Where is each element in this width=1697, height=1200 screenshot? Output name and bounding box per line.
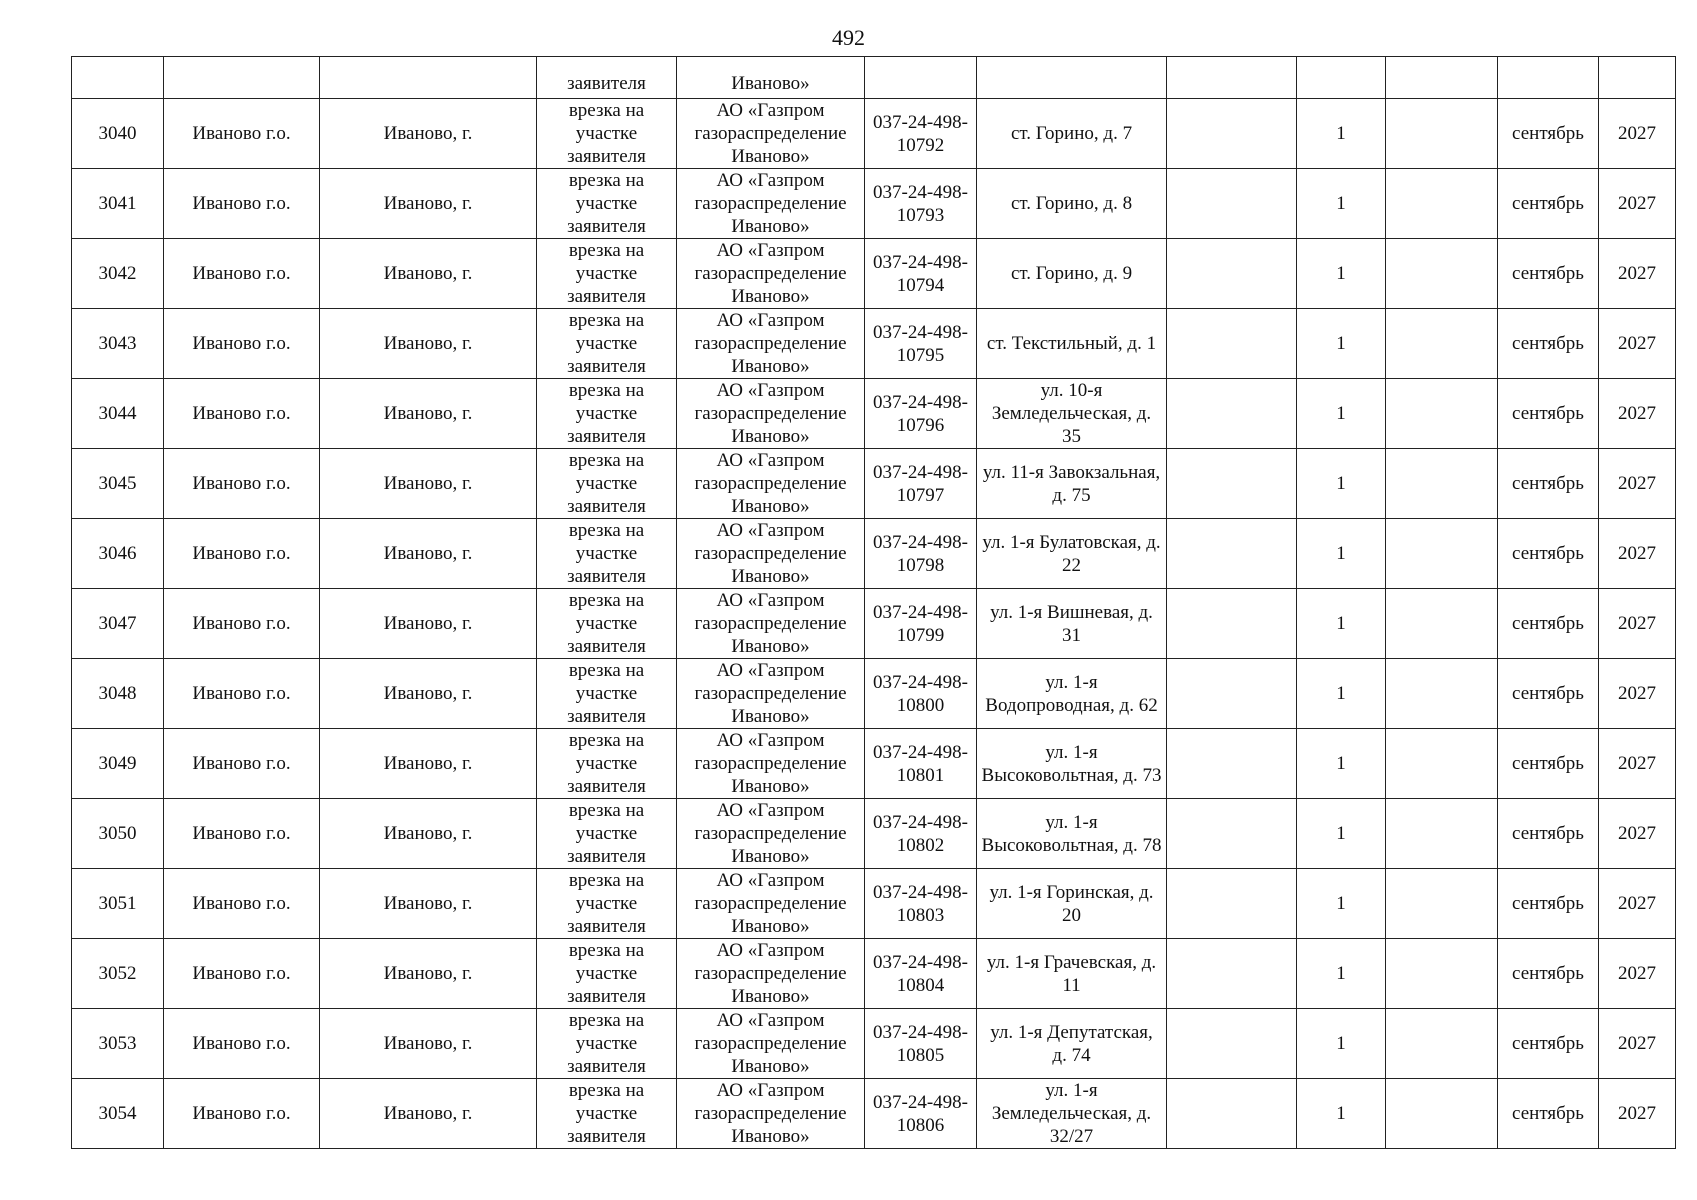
- cell-district: Иваново г.о.: [164, 869, 320, 939]
- cell-code: [865, 57, 977, 99]
- cell-type: врезка на участке заявителя: [537, 589, 677, 659]
- cell-address: ул. 1-я Булатовская, д. 22: [977, 519, 1167, 589]
- cell-org: АО «Газпром газораспределение Иваново»: [677, 1009, 865, 1079]
- cell-address: ул. 1-я Депутатская, д. 74: [977, 1009, 1167, 1079]
- cell-num: 3049: [72, 729, 164, 799]
- cell-year: 2027: [1599, 519, 1676, 589]
- cell-empty-1: [1167, 659, 1297, 729]
- table-row: [72, 659, 1676, 729]
- continued-row: [72, 57, 1676, 99]
- cell-district: Иваново г.о.: [164, 309, 320, 379]
- cell-empty-1: [1167, 239, 1297, 309]
- cell-type: врезка на участке заявителя: [537, 379, 677, 449]
- cell-month: [1498, 57, 1599, 99]
- cell-empty-2: [1386, 57, 1498, 99]
- cell-address: ул. 1-я Земледельческая, д. 32/27: [977, 1079, 1167, 1149]
- cell-district: Иваново г.о.: [164, 1079, 320, 1149]
- cell-empty-1: [1167, 589, 1297, 659]
- cell-month: сентябрь: [1498, 169, 1599, 239]
- cell-org: АО «Газпром газораспределение Иваново»: [677, 939, 865, 1009]
- cell-address: ул. 10-я Земледельческая, д. 35: [977, 379, 1167, 449]
- cell-district: [164, 57, 320, 99]
- cell-qty: 1: [1297, 1079, 1386, 1149]
- cell-year: 2027: [1599, 1009, 1676, 1079]
- cell-district: Иваново г.о.: [164, 169, 320, 239]
- cell-district: Иваново г.о.: [164, 519, 320, 589]
- cell-type: врезка на участке заявителя: [537, 729, 677, 799]
- cell-empty-2: [1386, 1079, 1498, 1149]
- cell-type: врезка на участке заявителя: [537, 169, 677, 239]
- cell-empty-2: [1386, 309, 1498, 379]
- cell-qty: 1: [1297, 519, 1386, 589]
- cell-locality: Иваново, г.: [320, 869, 537, 939]
- cell-district: Иваново г.о.: [164, 99, 320, 169]
- cell-qty: 1: [1297, 169, 1386, 239]
- cell-code: 037-24-498-10799: [865, 589, 977, 659]
- cell-year: 2027: [1599, 869, 1676, 939]
- cell-qty: 1: [1297, 309, 1386, 379]
- table-row: [72, 449, 1676, 519]
- cell-empty-1: [1167, 939, 1297, 1009]
- table-row: [72, 519, 1676, 589]
- cell-code: 037-24-498-10804: [865, 939, 977, 1009]
- cell-locality: Иваново, г.: [320, 449, 537, 519]
- cell-district: Иваново г.о.: [164, 239, 320, 309]
- cell-address: ст. Горино, д. 8: [977, 169, 1167, 239]
- cell-num: 3043: [72, 309, 164, 379]
- cell-num: 3051: [72, 869, 164, 939]
- cell-type: врезка на участке заявителя: [537, 869, 677, 939]
- cell-type: врезка на участке заявителя: [537, 659, 677, 729]
- cell-qty: 1: [1297, 1009, 1386, 1079]
- cell-org: АО «Газпром газораспределение Иваново»: [677, 99, 865, 169]
- cell-year: 2027: [1599, 659, 1676, 729]
- cell-qty: 1: [1297, 939, 1386, 1009]
- table-row: [72, 589, 1676, 659]
- cell-year: 2027: [1599, 239, 1676, 309]
- cell-type: врезка на участке заявителя: [537, 309, 677, 379]
- cell-address: ул. 1-я Горинская, д. 20: [977, 869, 1167, 939]
- cell-empty-1: [1167, 379, 1297, 449]
- cell-qty: 1: [1297, 239, 1386, 309]
- cell-num: 3040: [72, 99, 164, 169]
- cell-month: сентябрь: [1498, 239, 1599, 309]
- gasification-table: [71, 56, 1676, 1149]
- cell-year: 2027: [1599, 589, 1676, 659]
- cell-qty: [1297, 57, 1386, 99]
- cell-year: 2027: [1599, 309, 1676, 379]
- cell-address: ст. Текстильный, д. 1: [977, 309, 1167, 379]
- cell-locality: Иваново, г.: [320, 169, 537, 239]
- cell-qty: 1: [1297, 379, 1386, 449]
- cell-empty-2: [1386, 519, 1498, 589]
- cell-locality: Иваново, г.: [320, 239, 537, 309]
- cell-qty: 1: [1297, 589, 1386, 659]
- cell-address: ул. 11-я Завокзальная, д. 75: [977, 449, 1167, 519]
- cell-num: 3045: [72, 449, 164, 519]
- cell-year: 2027: [1599, 449, 1676, 519]
- cell-empty-1: [1167, 57, 1297, 99]
- cell-empty-2: [1386, 379, 1498, 449]
- cell-empty-1: [1167, 799, 1297, 869]
- cell-empty-2: [1386, 449, 1498, 519]
- cell-code: 037-24-498-10803: [865, 869, 977, 939]
- cell-month: сентябрь: [1498, 939, 1599, 1009]
- cell-month: сентябрь: [1498, 799, 1599, 869]
- cell-code: 037-24-498-10801: [865, 729, 977, 799]
- cell-month: сентябрь: [1498, 869, 1599, 939]
- cell-empty-1: [1167, 519, 1297, 589]
- cell-address: ул. 1-я Грачевская, д. 11: [977, 939, 1167, 1009]
- cell-district: Иваново г.о.: [164, 379, 320, 449]
- cell-district: Иваново г.о.: [164, 589, 320, 659]
- cell-num: 3054: [72, 1079, 164, 1149]
- cell-locality: [320, 57, 537, 99]
- cell-address: ул. 1-я Высоковольтная, д. 78: [977, 799, 1167, 869]
- cell-address: ст. Горино, д. 9: [977, 239, 1167, 309]
- cell-locality: Иваново, г.: [320, 309, 537, 379]
- cell-num: 3052: [72, 939, 164, 1009]
- table-row: [72, 869, 1676, 939]
- cell-code: 037-24-498-10793: [865, 169, 977, 239]
- cell-district: Иваново г.о.: [164, 449, 320, 519]
- cell-code: 037-24-498-10802: [865, 799, 977, 869]
- cell-empty-1: [1167, 1079, 1297, 1149]
- cell-empty-1: [1167, 169, 1297, 239]
- table-row: [72, 169, 1676, 239]
- cell-locality: Иваново, г.: [320, 99, 537, 169]
- cell-num: 3048: [72, 659, 164, 729]
- cell-empty-1: [1167, 869, 1297, 939]
- cell-num: 3042: [72, 239, 164, 309]
- table-row: [72, 239, 1676, 309]
- cell-num: 3044: [72, 379, 164, 449]
- cell-qty: 1: [1297, 659, 1386, 729]
- cell-org: АО «Газпром газораспределение Иваново»: [677, 729, 865, 799]
- cell-code: 037-24-498-10805: [865, 1009, 977, 1079]
- cell-locality: Иваново, г.: [320, 1009, 537, 1079]
- cell-empty-2: [1386, 869, 1498, 939]
- cell-year: 2027: [1599, 99, 1676, 169]
- cell-address: ст. Горино, д. 7: [977, 99, 1167, 169]
- cell-empty-2: [1386, 1009, 1498, 1079]
- cell-month: сентябрь: [1498, 1079, 1599, 1149]
- cell-num: 3047: [72, 589, 164, 659]
- cell-empty-2: [1386, 939, 1498, 1009]
- cell-district: Иваново г.о.: [164, 659, 320, 729]
- table-row: [72, 379, 1676, 449]
- cell-month: сентябрь: [1498, 379, 1599, 449]
- cell-locality: Иваново, г.: [320, 519, 537, 589]
- cell-num: [72, 57, 164, 99]
- cell-qty: 1: [1297, 449, 1386, 519]
- cell-num: 3053: [72, 1009, 164, 1079]
- cell-qty: 1: [1297, 869, 1386, 939]
- cell-empty-2: [1386, 239, 1498, 309]
- cell-address: ул. 1-я Высоковольтная, д. 73: [977, 729, 1167, 799]
- cell-month: сентябрь: [1498, 309, 1599, 379]
- cell-year: 2027: [1599, 1079, 1676, 1149]
- cell-qty: 1: [1297, 99, 1386, 169]
- cell-locality: Иваново, г.: [320, 799, 537, 869]
- cell-code: 037-24-498-10794: [865, 239, 977, 309]
- cell-locality: Иваново, г.: [320, 729, 537, 799]
- cell-code: 037-24-498-10798: [865, 519, 977, 589]
- cell-org: АО «Газпром газораспределение Иваново»: [677, 1079, 865, 1149]
- cell-org: АО «Газпром газораспределение Иваново»: [677, 799, 865, 869]
- cell-locality: Иваново, г.: [320, 659, 537, 729]
- cell-locality: Иваново, г.: [320, 379, 537, 449]
- cell-month: сентябрь: [1498, 659, 1599, 729]
- cell-year: 2027: [1599, 379, 1676, 449]
- cell-org: АО «Газпром газораспределение Иваново»: [677, 309, 865, 379]
- cell-empty-1: [1167, 309, 1297, 379]
- cell-district: Иваново г.о.: [164, 729, 320, 799]
- cell-type: врезка на участке заявителя: [537, 799, 677, 869]
- cell-code: 037-24-498-10797: [865, 449, 977, 519]
- cell-year: 2027: [1599, 939, 1676, 1009]
- cell-type: врезка на участке заявителя: [537, 519, 677, 589]
- cell-num: 3046: [72, 519, 164, 589]
- cell-locality: Иваново, г.: [320, 589, 537, 659]
- cell-code: 037-24-498-10800: [865, 659, 977, 729]
- cell-empty-1: [1167, 449, 1297, 519]
- table-row: [72, 729, 1676, 799]
- cell-empty-2: [1386, 169, 1498, 239]
- cell-month: сентябрь: [1498, 99, 1599, 169]
- cell-qty: 1: [1297, 799, 1386, 869]
- cell-district: Иваново г.о.: [164, 1009, 320, 1079]
- cell-qty: 1: [1297, 729, 1386, 799]
- cell-type: врезка на участке заявителя: [537, 939, 677, 1009]
- cell-empty-1: [1167, 1009, 1297, 1079]
- cell-month: сентябрь: [1498, 1009, 1599, 1079]
- table-row: [72, 309, 1676, 379]
- cell-empty-2: [1386, 99, 1498, 169]
- page-number: 492: [832, 25, 865, 50]
- cell-org: АО «Газпром газораспределение Иваново»: [677, 239, 865, 309]
- cell-org: АО «Газпром газораспределение Иваново»: [677, 659, 865, 729]
- cell-org: АО «Газпром газораспределение Иваново»: [677, 589, 865, 659]
- cell-empty-2: [1386, 659, 1498, 729]
- table-row: [72, 1079, 1676, 1149]
- cell-code: 037-24-498-10796: [865, 379, 977, 449]
- cell-num: 3050: [72, 799, 164, 869]
- cell-empty-2: [1386, 729, 1498, 799]
- cell-address: [977, 57, 1167, 99]
- cell-empty-2: [1386, 799, 1498, 869]
- cell-code: 037-24-498-10806: [865, 1079, 977, 1149]
- cell-org: АО «Газпром газораспределение Иваново»: [677, 869, 865, 939]
- cell-empty-1: [1167, 99, 1297, 169]
- cell-code: 037-24-498-10792: [865, 99, 977, 169]
- cell-org: АО «Газпром газораспределение Иваново»: [677, 449, 865, 519]
- cell-org: АО «Газпром газораспределение Иваново»: [677, 169, 865, 239]
- table-row: [72, 99, 1676, 169]
- cell-locality: Иваново, г.: [320, 1079, 537, 1149]
- cell-org: АО «Газпром газораспределение Иваново»: [677, 379, 865, 449]
- cell-month: сентябрь: [1498, 729, 1599, 799]
- cell-district: Иваново г.о.: [164, 939, 320, 1009]
- cell-address: ул. 1-я Вишневая, д. 31: [977, 589, 1167, 659]
- cell-empty-1: [1167, 729, 1297, 799]
- cell-num: 3041: [72, 169, 164, 239]
- cell-empty-2: [1386, 589, 1498, 659]
- cell-month: сентябрь: [1498, 519, 1599, 589]
- cell-year: [1599, 57, 1676, 99]
- cell-year: 2027: [1599, 169, 1676, 239]
- cell-type: врезка на участке заявителя: [537, 239, 677, 309]
- cell-month: сентябрь: [1498, 449, 1599, 519]
- cell-locality: Иваново, г.: [320, 939, 537, 1009]
- cell-code: 037-24-498-10795: [865, 309, 977, 379]
- cell-district: Иваново г.о.: [164, 799, 320, 869]
- cell-type: врезка на участке заявителя: [537, 1079, 677, 1149]
- cell-address: ул. 1-я Водопроводная, д. 62: [977, 659, 1167, 729]
- table-row: [72, 1009, 1676, 1079]
- cell-month: сентябрь: [1498, 589, 1599, 659]
- cell-type: врезка на участке заявителя: [537, 1009, 677, 1079]
- cell-type: врезка на участке заявителя: [537, 449, 677, 519]
- cell-org: АО «Газпром газораспределение Иваново»: [677, 519, 865, 589]
- cell-year: 2027: [1599, 729, 1676, 799]
- cell-org: Иваново»: [677, 57, 865, 99]
- table-row: [72, 939, 1676, 1009]
- cell-year: 2027: [1599, 799, 1676, 869]
- cell-type: заявителя: [537, 57, 677, 99]
- cell-type: врезка на участке заявителя: [537, 99, 677, 169]
- table-body: [72, 57, 1676, 1149]
- table-row: [72, 799, 1676, 869]
